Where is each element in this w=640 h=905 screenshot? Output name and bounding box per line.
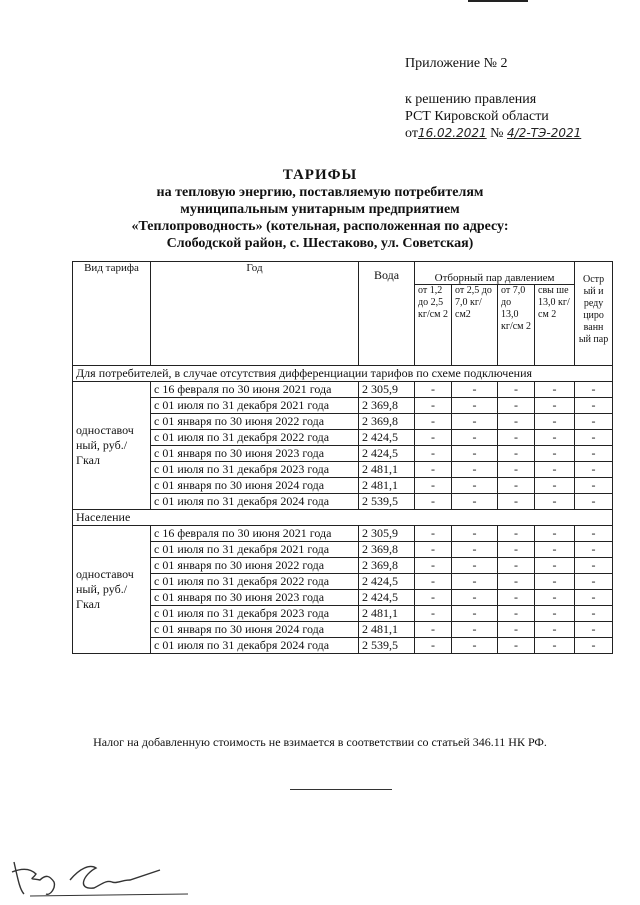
header-p4: свы ше 13,0 кг/см 2 xyxy=(535,285,575,366)
water-cell: 2 369,8 xyxy=(359,558,415,574)
header-p1: от 1,2 до 2,5 кг/см 2 xyxy=(415,285,452,366)
table-row xyxy=(73,606,613,622)
dash-cell: - xyxy=(575,526,613,542)
table-row xyxy=(73,622,613,638)
dash-cell: - xyxy=(452,574,498,590)
dash-cell: - xyxy=(415,558,452,574)
dash-cell: - xyxy=(535,606,575,622)
title-line-3: муниципальным унитарным предприятием xyxy=(180,202,460,217)
period-cell: с 16 февраля по 30 июня 2021 года xyxy=(151,526,359,542)
period-cell: с 01 января по 30 июня 2022 года xyxy=(151,414,359,430)
dash-cell: - xyxy=(452,462,498,478)
appendix-number: Приложение № 2 xyxy=(405,56,508,71)
section-title: Для потребителей, в случае отсутствия дифференциации тарифов по схеме подключения xyxy=(73,366,613,382)
table-row xyxy=(73,526,613,542)
dash-cell: - xyxy=(452,590,498,606)
table-row xyxy=(73,542,613,558)
dash-cell: - xyxy=(498,494,535,510)
period-cell: с 01 июля по 31 декабря 2023 года xyxy=(151,606,359,622)
period-cell: с 01 июля по 31 декабря 2022 года xyxy=(151,430,359,446)
dash-cell: - xyxy=(452,622,498,638)
dash-cell: - xyxy=(535,382,575,398)
water-cell: 2 539,5 xyxy=(359,494,415,510)
dash-cell: - xyxy=(535,430,575,446)
dash-cell: - xyxy=(415,398,452,414)
dash-cell: - xyxy=(575,494,613,510)
period-cell: с 01 января по 30 июня 2024 года xyxy=(151,622,359,638)
dash-cell: - xyxy=(498,430,535,446)
dash-cell: - xyxy=(535,414,575,430)
appendix-date-line xyxy=(405,125,581,142)
title-line-5: Слободской район, с. Шестаково, ул. Советская) xyxy=(166,236,474,251)
table-row xyxy=(73,446,613,462)
dash-cell: - xyxy=(415,478,452,494)
header-p2: от 2,5 до 7,0 кг/см2 xyxy=(452,285,498,366)
dash-cell: - xyxy=(415,446,452,462)
dash-cell: - xyxy=(498,574,535,590)
water-cell: 2 481,1 xyxy=(359,478,415,494)
date-prefix: от xyxy=(405,126,418,141)
dash-cell: - xyxy=(415,414,452,430)
table-row xyxy=(73,382,613,398)
dash-cell: - xyxy=(535,574,575,590)
dash-cell: - xyxy=(415,542,452,558)
title-line-2: на тепловую энергию, поставляемую потребителям xyxy=(156,185,484,200)
water-cell: 2 369,8 xyxy=(359,414,415,430)
period-cell: с 01 июля по 31 декабря 2022 года xyxy=(151,574,359,590)
table-row xyxy=(73,398,613,414)
water-cell: 2 481,1 xyxy=(359,606,415,622)
period-cell: с 16 февраля по 30 июня 2021 года xyxy=(151,382,359,398)
dash-cell: - xyxy=(452,558,498,574)
title-block xyxy=(60,167,580,252)
water-cell: 2 305,9 xyxy=(359,382,415,398)
period-cell: с 01 июля по 31 декабря 2024 года xyxy=(151,638,359,654)
dash-cell: - xyxy=(498,622,535,638)
closing-rule xyxy=(290,789,392,790)
dash-cell: - xyxy=(452,638,498,654)
dash-cell: - xyxy=(535,398,575,414)
water-cell: 2 369,8 xyxy=(359,398,415,414)
dash-cell: - xyxy=(535,494,575,510)
header-p3: от 7,0 до 13,0 кг/см 2 xyxy=(498,285,535,366)
dash-cell: - xyxy=(498,558,535,574)
dash-cell: - xyxy=(452,542,498,558)
dash-cell: - xyxy=(535,478,575,494)
period-cell: с 01 июля по 31 декабря 2021 года xyxy=(151,398,359,414)
dash-cell: - xyxy=(452,382,498,398)
water-cell: 2 424,5 xyxy=(359,430,415,446)
tariff-type-cell: одноставоч ный, руб./Гкал xyxy=(73,526,151,654)
dash-cell: - xyxy=(535,446,575,462)
period-cell: с 01 июля по 31 декабря 2023 года xyxy=(151,462,359,478)
header-steam: Отборный пар давлением xyxy=(415,262,575,285)
dash-cell: - xyxy=(452,446,498,462)
handwritten-number: 4/2-ТЭ-2021 xyxy=(507,126,582,140)
dash-cell: - xyxy=(498,638,535,654)
dash-cell: - xyxy=(452,414,498,430)
table-row xyxy=(73,638,613,654)
dash-cell: - xyxy=(575,558,613,574)
dash-cell: - xyxy=(535,638,575,654)
tariff-table xyxy=(72,261,613,654)
dash-cell: - xyxy=(498,398,535,414)
dash-cell: - xyxy=(498,606,535,622)
table-body xyxy=(73,366,613,654)
dash-cell: - xyxy=(415,382,452,398)
dash-cell: - xyxy=(498,478,535,494)
dash-cell: - xyxy=(575,446,613,462)
dash-cell: - xyxy=(415,462,452,478)
dash-cell: - xyxy=(498,414,535,430)
dash-cell: - xyxy=(575,414,613,430)
header-tariff-type: Вид тарифа xyxy=(73,262,151,366)
dash-cell: - xyxy=(415,430,452,446)
dash-cell: - xyxy=(535,622,575,638)
dash-cell: - xyxy=(498,526,535,542)
dash-cell: - xyxy=(575,590,613,606)
vat-note: Налог на добавленную стоимость не взимается в соответствии со статьей 346.11 НК РФ. xyxy=(93,735,547,749)
dash-cell: - xyxy=(575,398,613,414)
dash-cell: - xyxy=(415,606,452,622)
water-cell: 2 369,8 xyxy=(359,542,415,558)
period-cell: с 01 января по 30 июня 2023 года xyxy=(151,446,359,462)
title-line-4: «Теплопроводность» (котельная, расположенная по адресу: xyxy=(131,219,509,234)
dash-cell: - xyxy=(415,494,452,510)
dash-cell: - xyxy=(575,606,613,622)
period-cell: с 01 января по 30 июня 2022 года xyxy=(151,558,359,574)
table-row xyxy=(73,590,613,606)
dash-cell: - xyxy=(452,430,498,446)
dash-cell: - xyxy=(452,494,498,510)
dash-cell: - xyxy=(535,542,575,558)
water-cell: 2 424,5 xyxy=(359,446,415,462)
dash-cell: - xyxy=(415,590,452,606)
table-row xyxy=(73,558,613,574)
dash-cell: - xyxy=(535,590,575,606)
table-row xyxy=(73,574,613,590)
section-title: Население xyxy=(73,510,613,526)
dash-cell: - xyxy=(498,590,535,606)
table-row xyxy=(73,494,613,510)
dash-cell: - xyxy=(575,478,613,494)
dash-cell: - xyxy=(415,622,452,638)
header-water: Вода xyxy=(359,262,415,366)
period-cell: с 01 июля по 31 декабря 2024 года xyxy=(151,494,359,510)
dash-cell: - xyxy=(575,638,613,654)
top-rule xyxy=(468,0,528,2)
dash-cell: - xyxy=(452,398,498,414)
header-sharp-steam: Остр ый и реду циро ванн ый пар xyxy=(575,262,613,366)
title-main: ТАРИФЫ xyxy=(282,167,358,183)
dash-cell: - xyxy=(452,478,498,494)
dash-cell: - xyxy=(415,638,452,654)
dash-cell: - xyxy=(535,462,575,478)
table-row xyxy=(73,478,613,494)
dash-cell: - xyxy=(452,606,498,622)
table-row xyxy=(73,462,613,478)
dash-cell: - xyxy=(498,542,535,558)
period-cell: с 01 июля по 31 декабря 2021 года xyxy=(151,542,359,558)
dash-cell: - xyxy=(575,430,613,446)
signature-icon xyxy=(10,850,190,900)
dash-cell: - xyxy=(575,462,613,478)
water-cell: 2 481,1 xyxy=(359,462,415,478)
dash-cell: - xyxy=(575,542,613,558)
dash-cell: - xyxy=(498,382,535,398)
appendix-decision: к решению правления xyxy=(405,92,537,107)
period-cell: с 01 января по 30 июня 2023 года xyxy=(151,590,359,606)
handwritten-date: 16.02.2021 xyxy=(417,126,487,140)
water-cell: 2 481,1 xyxy=(359,622,415,638)
period-cell: с 01 января по 30 июня 2024 года xyxy=(151,478,359,494)
dash-cell: - xyxy=(575,622,613,638)
dash-cell: - xyxy=(498,462,535,478)
number-prefix: № xyxy=(490,126,504,141)
dash-cell: - xyxy=(575,574,613,590)
water-cell: 2 305,9 xyxy=(359,526,415,542)
dash-cell: - xyxy=(535,526,575,542)
water-cell: 2 539,5 xyxy=(359,638,415,654)
dash-cell: - xyxy=(498,446,535,462)
header-year: Год xyxy=(151,262,359,366)
dash-cell: - xyxy=(415,526,452,542)
table-row xyxy=(73,414,613,430)
water-cell: 2 424,5 xyxy=(359,574,415,590)
dash-cell: - xyxy=(415,574,452,590)
dash-cell: - xyxy=(535,558,575,574)
table-row xyxy=(73,430,613,446)
dash-cell: - xyxy=(452,526,498,542)
dash-cell: - xyxy=(575,382,613,398)
tariff-type-cell: одноставоч ный, руб./Гкал xyxy=(73,382,151,510)
appendix-authority: РСТ Кировской области xyxy=(405,109,549,124)
water-cell: 2 424,5 xyxy=(359,590,415,606)
